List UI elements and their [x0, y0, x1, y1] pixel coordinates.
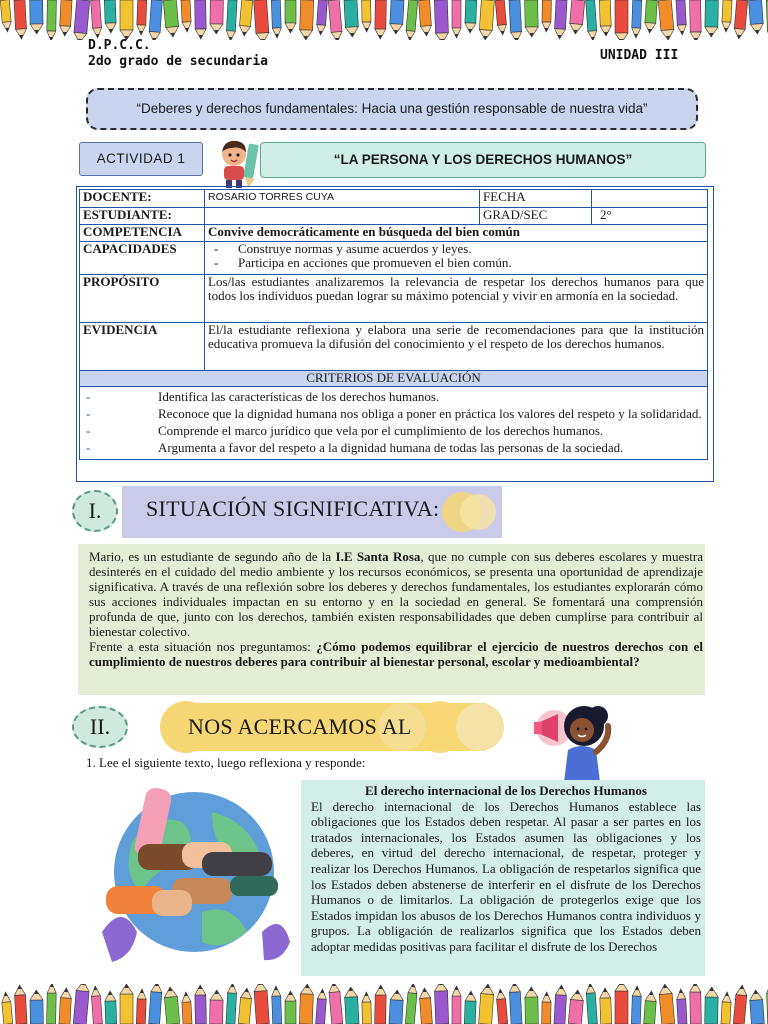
proposito-row [80, 275, 708, 323]
section-2-title: NOS ACERCAMOS AL [188, 714, 412, 739]
pencil-icon [285, 991, 296, 1024]
pencil-icon [465, 0, 477, 33]
pencil-icon [721, 992, 732, 1024]
criterio-item: - Reconoce que la dignidad humana nos obliga a poner en práctica los valores del respeto y la solidaridad. [110, 406, 707, 421]
situacion-question: Frente a esta situación nos preguntamos: ¿Cómo podemos equilibrar el ejercicio de nuestros derechos con el cumplimiento de nuestros deberes para contribuir al bienestar personal, escolar y medioambiental? [89, 639, 703, 669]
pencil-icon [405, 0, 418, 40]
activity-title: “LA PERSONA Y LOS DERECHOS HUMANOS” [260, 142, 706, 178]
docente-row [80, 190, 708, 208]
pencil-icon [554, 0, 567, 39]
pencil-icon [226, 0, 237, 40]
pencil-icon [299, 984, 313, 1024]
pencil-icon [542, 0, 552, 32]
pencil-icon [615, 984, 628, 1024]
pencil-icon [525, 987, 539, 1024]
reading-instruction: 1. Lee el siguiente texto, luego reflexiona y responde: [86, 755, 366, 770]
pencil-icon [136, 0, 146, 35]
pencil-icon [136, 989, 146, 1024]
pencil-icon [586, 0, 598, 40]
pencil-icon [120, 984, 133, 1024]
school-name: I.E Santa Rosa [335, 549, 421, 564]
pencil-icon [509, 984, 522, 1024]
pencil-icon [586, 984, 598, 1024]
pencil-icon [705, 987, 719, 1024]
docente-value: ROSARIO TORRES CUYA [205, 190, 480, 208]
org-label: D.P.C.C. [88, 38, 151, 53]
evidencia-value: El/la estudiante reflexiona y elabora una serie de recomendaciones para que la institución educativa promueva la difusión del conocimiento y el respeto de los derechos humanos. [205, 323, 708, 371]
criterios-list [80, 389, 707, 455]
reading-body: El derecho internacional de los Derechos Humanos establece las obligaciones que los Estados deben respetar. Al pasar a ser partes en los tratados internacionales, los Estados asumen las obligaciones y los deberes, en virtud del derecho internacional, de respetar, proteger y realizar los Derechos Humanos. La obligación de respetarlos significa que los Estados deben abstenerse de interferir en el disfrute de los Derechos Humanos o de limitarlos. La obligación de protegerlos exige que los Estados impidan los abusos de los Derechos Humanos contra individuos y grupos. La obligación de realizarlos significa que los Estados deben adoptar medidas positivas para facilitar el disfrute de los Derechos [311, 798, 701, 954]
reading-title: El derecho internacional de los Derechos Humanos [365, 783, 647, 798]
competencia-value: Convive democráticamente en búsqueda del bien común [205, 225, 708, 242]
pencil-icon [676, 0, 687, 35]
pencil-icon [452, 986, 461, 1024]
situacion-text [78, 544, 705, 695]
pencil-icon [120, 0, 133, 40]
info-table [79, 189, 708, 460]
pencil-border-top [0, 0, 768, 40]
criterios-header-row [80, 371, 708, 387]
section-2-number: II. [72, 706, 128, 748]
pencil-icon [1, 992, 13, 1024]
capacidades-value [205, 242, 708, 275]
pencil-icon [59, 988, 72, 1024]
pencil-icon [733, 985, 747, 1024]
criterio-item: - Argumenta a favor del respeto a la dignidad humana de todas las personas de la sociedad. [110, 440, 707, 455]
pencil-icon [47, 0, 57, 40]
pencil-icon [344, 987, 359, 1024]
pencil-icon [434, 984, 448, 1024]
pencil-icon [14, 985, 27, 1024]
pencil-icon [181, 0, 192, 32]
pencil-icon [14, 0, 27, 39]
pencil-icon [299, 0, 313, 40]
pencil-icon [554, 985, 567, 1024]
pencil-icon [658, 984, 674, 1024]
proposito-value: Los/las estudiantes analizaremos la relevancia de respetar los derechos humanos para que todos los individuos puedan lograr su máximo potencial y vivir en armonía en la sociedad. [205, 275, 708, 323]
pencil-icon [149, 984, 163, 1024]
capacidades-label: CAPACIDADES [80, 242, 205, 275]
estudiante-value [205, 208, 480, 225]
pencil-icon [495, 0, 507, 35]
pencil-icon [91, 0, 103, 38]
pencil-icon [615, 0, 628, 40]
capacidades-list [208, 242, 704, 270]
pencil-icon [389, 990, 404, 1024]
pencil-icon [253, 984, 269, 1024]
banner-deco-circles [440, 486, 500, 538]
pencil-icon [479, 984, 495, 1024]
competencia-row [80, 225, 708, 242]
pencil-icon [105, 991, 117, 1024]
pencil-icon [690, 0, 702, 40]
criterios-header: CRITERIOS DE EVALUACIÓN [80, 371, 708, 387]
header-left [88, 38, 268, 70]
pencil-icon [210, 0, 224, 34]
unit-quote: “Deberes y derechos fundamentales: Hacia una gestión responsable de nuestra vida” [86, 88, 698, 130]
pencil-icon [479, 0, 495, 40]
pencil-icon [148, 0, 162, 40]
gradsec-label: GRAD/SEC [480, 208, 592, 225]
pencil-icon [644, 991, 657, 1024]
criterios-cell [80, 387, 708, 460]
gradsec-value: 2° [592, 208, 708, 225]
pencil-icon [210, 990, 224, 1024]
pencil-icon [181, 992, 192, 1024]
pencil-icon [631, 0, 641, 38]
reading-box [301, 780, 705, 976]
fecha-value [592, 190, 708, 208]
pencil-icon [375, 0, 387, 39]
pencil-icon [316, 0, 327, 35]
pencil-icon [226, 984, 237, 1024]
docente-label: DOCENTE: [80, 190, 205, 208]
situacion-paragraph: Mario, es un estudiante de segundo año de la I.E Santa Rosa, que no cumple con sus deberes escolares y muestra desinterés en el cuidado del medio ambiente y los recursos económicos, se presenta una oportunidad de aprendizaje significativa. A través de una reflexión sobre los deberes y derechos fundamentales, los estudiantes explorarán cómo sus acciones individuales impactan en su entorno y en la sociedad en general. Se fomentará una comprensión profunda de que, junto con los derechos, también existen responsabilidades que deben cumplirse para contribuir al bienestar colectivo. [89, 549, 703, 639]
pencil-icon [328, 0, 343, 40]
pencil-icon [525, 0, 539, 37]
pencil-icon [30, 0, 44, 34]
pencil-icon [419, 988, 432, 1024]
pencil-icon [452, 0, 461, 38]
pencil-icon [509, 0, 522, 40]
pencil-icon [104, 0, 116, 33]
pencil-icon [568, 989, 584, 1024]
pencil-icon [690, 984, 702, 1024]
pencil-icon [569, 0, 585, 35]
pencil-icon [254, 0, 270, 40]
pencil-icon [419, 0, 432, 36]
pencil-icon [328, 984, 343, 1024]
pencil-icon [434, 0, 448, 40]
pencil-icon [405, 984, 418, 1024]
pencil-icon [362, 0, 372, 32]
pencil-icon [164, 986, 180, 1024]
section-1-number: I. [72, 490, 118, 532]
pencil-icon [733, 0, 747, 39]
evidencia-label: EVIDENCIA [80, 323, 205, 371]
pencil-icon [30, 990, 44, 1024]
girl-megaphone-illustration [532, 700, 628, 782]
capacidad-item: - Participa en acciones que promueven el bien común. [238, 256, 704, 270]
pencil-icon [195, 985, 207, 1024]
pencil-icon [316, 989, 327, 1024]
estudiante-label: ESTUDIANTE: [80, 208, 205, 225]
fecha-label: FECHA [480, 190, 592, 208]
pencil-icon [344, 0, 359, 37]
pencil-icon [285, 0, 296, 33]
evidencia-row [80, 323, 708, 371]
pencil-icon [599, 0, 611, 36]
pencil-icon [631, 986, 641, 1024]
criterio-item: - Comprende el marco jurídico que vela por el cumplimiento de los derechos humanos. [110, 423, 707, 438]
pencil-icon [59, 0, 72, 36]
pencil-icon [362, 992, 372, 1024]
criterios-row [80, 387, 708, 460]
pencil-icon [542, 992, 552, 1024]
estudiante-row [80, 208, 708, 225]
pencil-icon [676, 989, 687, 1024]
activity-label: ACTIVIDAD 1 [79, 142, 203, 176]
globe-hands-illustration [92, 782, 297, 967]
pencil-icon [239, 0, 253, 36]
pencil-icon [0, 0, 12, 32]
pencil-icon [271, 986, 281, 1024]
capacidades-row [80, 242, 708, 275]
pencil-icon [163, 0, 179, 38]
pencil-border-bottom [0, 984, 768, 1024]
pencil-icon [464, 991, 476, 1024]
pencil-icon [73, 984, 90, 1024]
pencil-icon [238, 988, 252, 1024]
guiding-question: ¿Cómo podemos equilibrar el ejercicio de nuestros derechos con el cumplimiento de nuestros deberes para contribuir al bienestar personal, escolar y medioambiental? [89, 639, 703, 669]
section-1-title: SITUACIÓN SIGNIFICATIVA: [146, 496, 440, 521]
grade-label: 2do grado de secundaria [88, 54, 269, 69]
pencil-icon [195, 0, 207, 39]
capacidad-item: - Construye normas y asume acuerdos y leyes. [238, 242, 704, 256]
competencia-label: COMPETENCIA [80, 225, 205, 242]
pencil-icon [375, 985, 387, 1024]
pencil-icon [721, 0, 732, 32]
pencil-icon [271, 0, 281, 38]
pencil-icon [389, 0, 404, 34]
pencil-icon [496, 989, 508, 1024]
pencil-icon [749, 990, 764, 1024]
pencil-icon [705, 0, 719, 37]
pencil-icon [644, 0, 657, 33]
pencil-icon [658, 0, 674, 40]
proposito-label: PROPÓSITO [80, 275, 205, 323]
pencil-icon [91, 986, 103, 1024]
criterio-item: - Identifica las características de los derechos humanos. [110, 389, 707, 404]
pencil-icon [599, 988, 611, 1024]
unit-label: UNIDAD III [600, 48, 679, 63]
pencil-icon [47, 984, 57, 1024]
pencil-icon [749, 0, 764, 34]
pencil-icon [73, 0, 90, 40]
